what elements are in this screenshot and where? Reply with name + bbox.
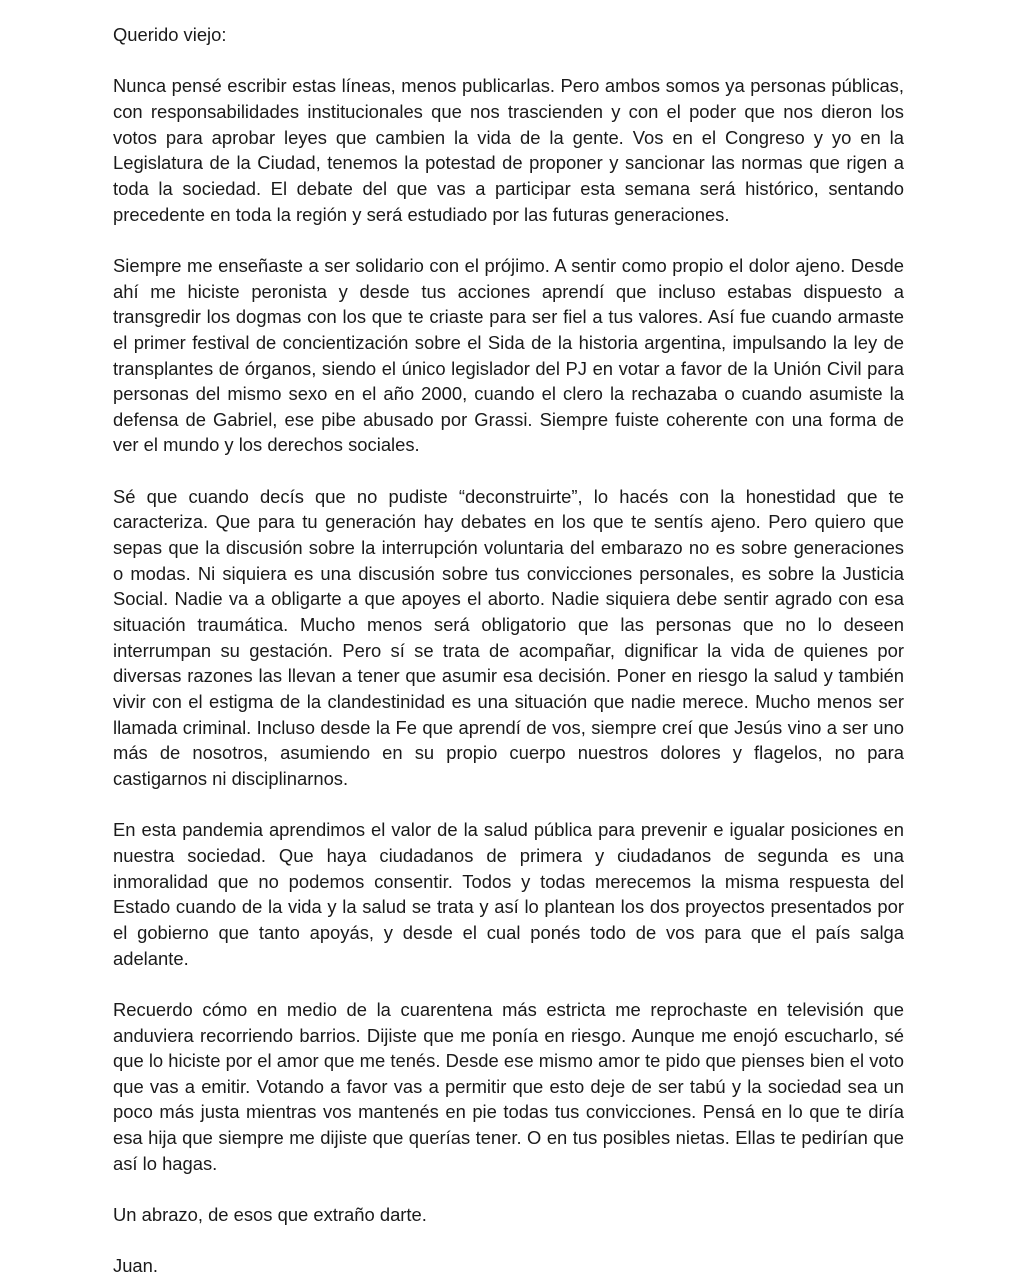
letter-document — [113, 22, 904, 1279]
letter-paragraph-3: Sé que cuando decís que no pudiste “deconstruirte”, lo hacés con la honestidad que te caracteriza. Que para tu generación hay debates en los que te sentís ajeno. Pero quiero que sepas que la discusión sobre la interrupción voluntaria del embarazo no es sobre generaciones o modas. Ni siquiera es una discusión sobre tus convicciones personales, es sobre la Justicia Social. Nadie va a obligarte a que apoyes el aborto. Nadie siquiera debe sentir agrado con esa situación traumática. Mucho menos será obligatorio que las personas que no lo deseen interrumpan su gestación. Pero sí se trata de acompañar, dignificar la vida de quienes por diversas razones las llevan a tener que asumir esa decisión. Poner en riesgo la salud y también vivir con el estigma de la clandestinidad es una situación que nadie merece. Mucho menos ser llamada criminal. Incluso desde la Fe que aprendí de vos, siempre creí que Jesús vino a ser uno más de nosotros, asumiendo en su propio cuerpo nuestros dolores y flagelos, no para castigarnos ni disciplinarnos. — [113, 485, 904, 789]
letter-greeting: Querido viejo: — [113, 24, 227, 45]
letter-paragraph-1: Nunca pensé escribir estas líneas, menos publicarlas. Pero ambos somos ya personas públicas, con responsabilidades institucionales que nos trascienden y con el poder que nos dieron los votos para aprobar leyes que cambien la vida de la gente. Vos en el Congreso y yo en la Legislatura de la Ciudad, tenemos la potestad de proponer y sancionar las normas que rigen a toda la sociedad. El debate del que vas a participar esta semana será histórico, sentando precedente en toda la región y será estudiado por las futuras generaciones. — [113, 75, 904, 225]
letter-paragraph-2: Siempre me enseñaste a ser solidario con el prójimo. A sentir como propio el dolor ajeno. Desde ahí me hiciste peronista y desde tus acciones aprendí que incluso estabas dispuesto a transgredir los dogmas con los que te criaste para ser fiel a tus valores. Así fue cuando armaste el primer festival de concientización sobre el Sida de la historia argentina, impulsando la ley de transplantes de órganos, siendo el único legislador del PJ en votar a favor de la Unión Civil para personas del mismo sexo en el año 2000, cuando el clero la rechazaba o cuando asumiste la defensa de Gabriel, ese pibe abusado por Grassi. Siempre fuiste coherente con una forma de ver el mundo y los derechos sociales. — [113, 254, 904, 456]
letter-closing: Un abrazo, de esos que extraño darte. — [113, 1204, 427, 1226]
letter-signature: Juan. — [113, 1255, 158, 1277]
letter-paragraph-5: Recuerdo cómo en medio de la cuarentena más estricta me reprochaste en televisión que anduviera recorriendo barrios. Dijiste que me ponía en riesgo. Aunque me enojó escucharlo, sé que lo hiciste por el amor que me tenés. Desde ese mismo amor te pido que pienses bien el voto que vas a emitir. Votando a favor vas a permitir que esto deje de ser tabú y la sociedad sea un poco más justa mientras vos mantenés en pie todas tus convicciones. Pensá en lo que te diría esa hija que siempre me dijiste que querías tener. O en tus posibles nietas. Ellas te pedirían que así lo hagas. — [113, 998, 904, 1174]
letter-paragraph-4: En esta pandemia aprendimos el valor de la salud pública para prevenir e igualar posiciones en nuestra sociedad. Que haya ciudadanos de primera y ciudadanos de segunda es una inmoralidad que no podemos consentir. Todos y todas merecemos la misma respuesta del Estado cuando de la vida y la salud se trata y así lo plantean los dos proyectos presentados por el gobierno que tanto apoyás, y desde el cual ponés todo de vos para que el país salga adelante. — [113, 819, 904, 969]
